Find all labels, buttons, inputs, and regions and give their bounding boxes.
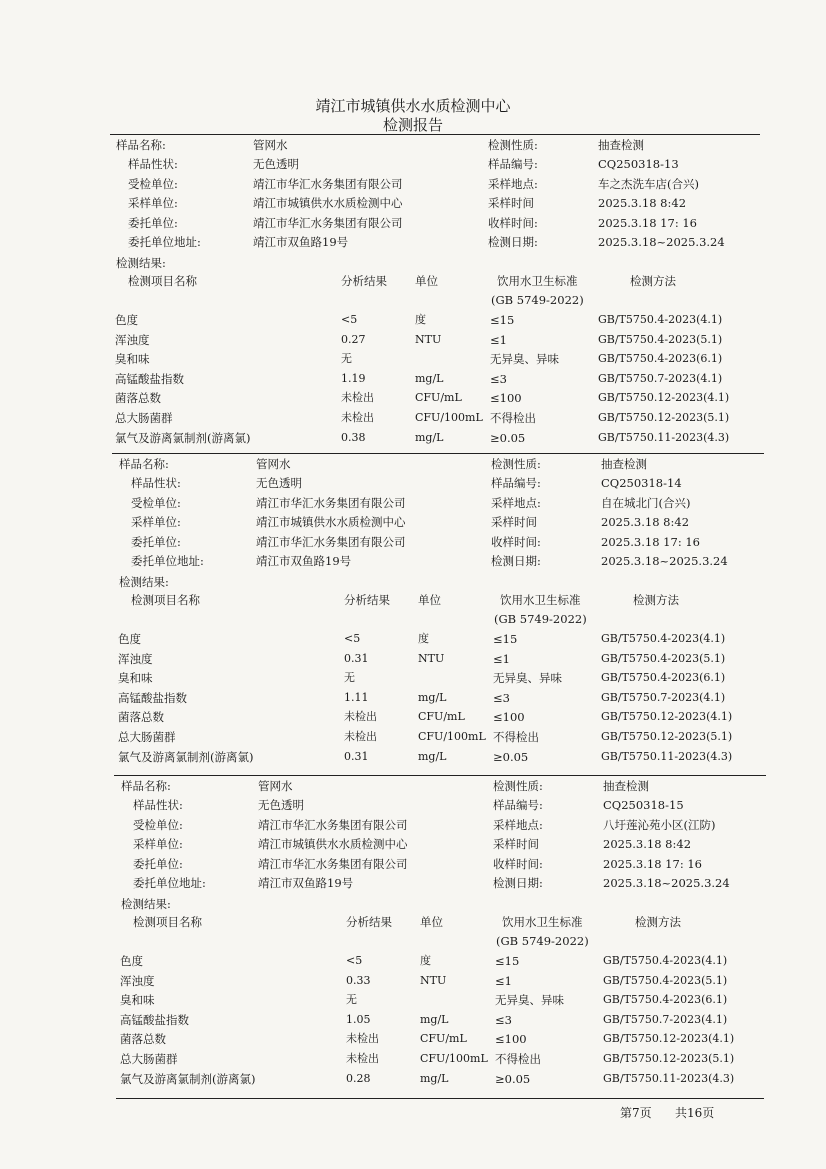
- result-cell-method: GB/T5750.7-2023(4.1): [598, 371, 723, 385]
- result-cell-unit: mg/L: [415, 430, 444, 444]
- result-cell-method: GB/T5750.4-2023(4.1): [603, 954, 728, 967]
- field-value-test-type: 抽查检测: [601, 457, 647, 471]
- result-cell-unit: mg/L: [418, 690, 447, 704]
- result-cell-unit: CFU/100mL: [420, 1052, 488, 1065]
- result-cell-result: 无: [344, 671, 355, 685]
- report-org-title: 靖江市城镇供水水质检测中心: [315, 97, 511, 115]
- result-cell-item: 氯气及游离氯制剂(游离氯): [120, 1071, 256, 1086]
- result-cell-item: 色度: [118, 632, 141, 646]
- field-value-client-address: 靖江市双鱼路19号: [256, 554, 352, 568]
- result-cell-method: GB/T5750.4-2023(4.1): [598, 313, 723, 326]
- field-value-inspected-unit: 靖江市华汇水务集团有限公司: [253, 176, 403, 191]
- field-value-sample-name: 管网水: [258, 779, 293, 793]
- result-cell-std: 无异臭、异味: [495, 993, 564, 1008]
- field-value-client-address: 靖江市双鱼路19号: [253, 235, 349, 249]
- field-value-sample-no: CQ250318-14: [601, 476, 682, 491]
- result-cell-std: ≤3: [490, 371, 507, 386]
- field-label-client-unit: 委托单位:: [128, 215, 178, 230]
- result-cell-result: 未检出: [346, 1052, 379, 1065]
- result-cell-result: 未检出: [341, 391, 374, 405]
- field-value-sampling-unit: 靖江市城镇供水水质检测中心: [258, 837, 408, 852]
- field-label-sample-name: 样品名称:: [116, 138, 166, 152]
- field-label-sampling-site: 采样地点:: [493, 817, 543, 832]
- field-value-sampling-time: 2025.3.18 8:42: [598, 196, 687, 211]
- result-cell-method: GB/T5750.7-2023(4.1): [603, 1012, 728, 1026]
- result-cell-item: 高锰酸盐指数: [115, 371, 184, 386]
- result-cell-item: 臭和味: [118, 671, 153, 686]
- field-value-inspected-unit: 靖江市华汇水务集团有限公司: [256, 495, 406, 510]
- result-cell-result: <5: [346, 954, 363, 967]
- field-value-sampling-time: 2025.3.18 8:42: [601, 515, 690, 530]
- result-cell-std: ≤100: [495, 1032, 527, 1047]
- result-cell-method: GB/T5750.12-2023(4.1): [601, 710, 733, 724]
- field-value-test-date: 2025.3.18~2025.3.24: [598, 235, 725, 249]
- result-cell-method: GB/T5750.4-2023(5.1): [601, 651, 726, 665]
- field-value-sampling-unit: 靖江市城镇供水水质检测中心: [253, 196, 403, 211]
- field-value-sample-nature: 无色透明: [256, 476, 302, 491]
- result-cell-result: 未检出: [341, 411, 374, 424]
- result-cell-item: 菌落总数: [115, 391, 161, 406]
- result-cell-std: ≤15: [490, 313, 515, 327]
- result-cell-result: 无: [341, 352, 352, 366]
- result-cell-unit: CFU/100mL: [415, 411, 483, 424]
- field-label-sampling-time: 采样时间: [488, 196, 534, 211]
- field-label-sample-nature: 样品性状:: [133, 798, 183, 813]
- result-cell-unit: 度: [415, 313, 426, 326]
- result-cell-result: 未检出: [344, 730, 377, 743]
- result-cell-std: ≥0.05: [495, 1071, 531, 1086]
- result-cell-unit: NTU: [415, 332, 442, 346]
- result-cell-method: GB/T5750.12-2023(5.1): [601, 730, 733, 743]
- field-value-client-unit: 靖江市华汇水务集团有限公司: [253, 215, 403, 230]
- result-cell-method: GB/T5750.4-2023(5.1): [598, 332, 723, 346]
- field-value-sample-no: CQ250318-15: [603, 798, 684, 813]
- result-cell-std: 不得检出: [493, 730, 539, 744]
- field-label-test-date: 检测日期:: [488, 235, 538, 249]
- field-value-client-unit: 靖江市华汇水务集团有限公司: [258, 856, 408, 871]
- field-label-client-unit: 委托单位:: [133, 856, 183, 871]
- field-label-receive-time: 收样时间:: [493, 856, 543, 871]
- result-cell-std: ≤100: [493, 710, 525, 725]
- result-cell-std: ≥0.05: [490, 430, 526, 445]
- result-cell-item: 高锰酸盐指数: [118, 690, 187, 705]
- column-header-result: 分析结果: [344, 593, 390, 607]
- result-cell-std: ≤15: [493, 632, 518, 646]
- field-label-test-date: 检测日期:: [493, 876, 543, 890]
- field-label-receive-time: 收样时间:: [491, 534, 541, 549]
- result-cell-method: GB/T5750.4-2023(5.1): [603, 973, 728, 987]
- result-cell-result: 未检出: [346, 1032, 379, 1046]
- field-label-sampling-time: 采样时间: [493, 837, 539, 852]
- result-cell-std: ≤1: [490, 332, 507, 347]
- result-cell-method: GB/T5750.11-2023(4.3): [598, 430, 730, 444]
- page-total: 共16页: [675, 1106, 715, 1120]
- result-cell-std: 不得检出: [490, 411, 536, 425]
- field-label-sample-no: 样品编号:: [493, 798, 543, 813]
- result-cell-item: 色度: [115, 313, 138, 327]
- column-header-standard: 饮用水卫生标准: [502, 915, 583, 929]
- field-value-receive-time: 2025.3.18 17: 16: [598, 215, 697, 230]
- result-cell-unit: NTU: [418, 651, 445, 665]
- field-label-sample-name: 样品名称:: [121, 779, 171, 793]
- result-cell-std: ≤3: [493, 690, 510, 705]
- result-cell-unit: CFU/mL: [418, 710, 465, 724]
- result-cell-std: ≥0.05: [493, 749, 529, 764]
- result-cell-item: 浑浊度: [118, 651, 153, 666]
- report-doc-title: 检测报告: [382, 116, 443, 134]
- column-header-unit: 单位: [415, 274, 438, 288]
- result-cell-method: GB/T5750.4-2023(6.1): [603, 993, 728, 1007]
- column-header-result: 分析结果: [346, 915, 392, 929]
- result-cell-std: ≤15: [495, 954, 520, 968]
- result-cell-method: GB/T5750.12-2023(5.1): [603, 1052, 735, 1065]
- field-label-sample-nature: 样品性状:: [131, 476, 181, 491]
- field-label-sampling-unit: 采样单位:: [128, 196, 178, 211]
- column-header-method: 检测方法: [633, 593, 679, 607]
- result-cell-result: 0.33: [346, 973, 371, 987]
- field-label-client-address: 委托单位地址:: [133, 876, 206, 890]
- field-value-sample-nature: 无色透明: [253, 157, 299, 172]
- field-value-sample-name: 管网水: [256, 457, 291, 471]
- field-value-sample-nature: 无色透明: [258, 798, 304, 813]
- result-cell-method: GB/T5750.11-2023(4.3): [601, 749, 733, 763]
- result-cell-std: 无异臭、异味: [493, 671, 562, 686]
- field-value-sample-no: CQ250318-13: [598, 157, 679, 172]
- column-header-standard-ref: (GB 5749-2022): [494, 612, 587, 626]
- field-label-client-unit: 委托单位:: [131, 534, 181, 549]
- result-cell-unit: CFU/100mL: [418, 730, 486, 743]
- result-cell-std: 不得检出: [495, 1052, 541, 1066]
- result-cell-unit: 度: [418, 632, 429, 645]
- result-cell-result: 0.38: [341, 430, 366, 444]
- result-cell-item: 臭和味: [120, 993, 155, 1008]
- result-cell-item: 高锰酸盐指数: [120, 1012, 189, 1027]
- field-label-receive-time: 收样时间:: [488, 215, 538, 230]
- column-header-unit: 单位: [420, 915, 443, 929]
- result-cell-std: ≤100: [490, 391, 522, 406]
- field-label-sampling-site: 采样地点:: [491, 495, 541, 510]
- footer-divider: [116, 1098, 764, 1099]
- field-label-test-date: 检测日期:: [491, 554, 541, 568]
- field-value-inspected-unit: 靖江市华汇水务集团有限公司: [258, 817, 408, 832]
- column-header-item: 检测项目名称: [128, 274, 197, 288]
- field-value-sampling-unit: 靖江市城镇供水水质检测中心: [256, 515, 406, 530]
- results-heading: 检测结果:: [121, 897, 171, 911]
- column-header-method: 检测方法: [635, 915, 681, 929]
- result-cell-item: 浑浊度: [120, 973, 155, 988]
- field-label-sample-no: 样品编号:: [491, 476, 541, 491]
- result-cell-result: 未检出: [344, 710, 377, 724]
- column-header-unit: 单位: [418, 593, 441, 607]
- field-label-sampling-time: 采样时间: [491, 515, 537, 530]
- result-cell-result: 0.27: [341, 332, 366, 346]
- field-value-sampling-site: 车之杰洗车店(合兴): [598, 176, 699, 191]
- result-cell-item: 氯气及游离氯制剂(游离氯): [115, 430, 251, 445]
- field-value-test-date: 2025.3.18~2025.3.24: [603, 876, 730, 890]
- result-cell-method: GB/T5750.12-2023(4.1): [603, 1032, 735, 1046]
- field-value-sample-name: 管网水: [253, 138, 288, 152]
- field-label-sampling-unit: 采样单位:: [131, 515, 181, 530]
- result-cell-item: 菌落总数: [120, 1032, 166, 1047]
- result-cell-result: 无: [346, 993, 357, 1007]
- result-cell-item: 总大肠菌群: [118, 730, 176, 744]
- field-value-test-date: 2025.3.18~2025.3.24: [601, 554, 728, 568]
- result-cell-item: 浑浊度: [115, 332, 150, 347]
- column-header-standard-ref: (GB 5749-2022): [496, 934, 589, 948]
- field-label-test-type: 检测性质:: [491, 457, 541, 471]
- result-cell-method: GB/T5750.7-2023(4.1): [601, 690, 726, 704]
- result-cell-unit: mg/L: [415, 371, 444, 385]
- result-cell-method: GB/T5750.4-2023(6.1): [601, 671, 726, 685]
- results-heading: 检测结果:: [119, 575, 169, 589]
- result-cell-item: 臭和味: [115, 352, 150, 367]
- field-label-sample-nature: 样品性状:: [128, 157, 178, 172]
- section-divider: [114, 775, 766, 776]
- page-number: 第7页: [620, 1106, 652, 1120]
- field-value-sampling-site: 自在城北门(合兴): [601, 495, 691, 510]
- result-cell-unit: 度: [420, 954, 431, 967]
- result-cell-method: GB/T5750.12-2023(5.1): [598, 411, 730, 424]
- field-label-client-address: 委托单位地址:: [131, 554, 204, 568]
- column-header-standard-ref: (GB 5749-2022): [491, 293, 584, 307]
- field-value-test-type: 抽查检测: [603, 779, 649, 793]
- result-cell-method: GB/T5750.4-2023(6.1): [598, 352, 723, 366]
- result-cell-item: 总大肠菌群: [115, 411, 173, 425]
- result-cell-item: 色度: [120, 954, 143, 968]
- result-cell-result: 0.31: [344, 651, 369, 665]
- section-divider: [112, 453, 764, 454]
- section-divider: [110, 134, 760, 135]
- result-cell-result: 1.19: [341, 371, 366, 385]
- field-label-sampling-site: 采样地点:: [488, 176, 538, 191]
- result-cell-std: ≤1: [493, 651, 510, 666]
- field-label-sampling-unit: 采样单位:: [133, 837, 183, 852]
- result-cell-unit: mg/L: [420, 1012, 449, 1026]
- field-label-client-address: 委托单位地址:: [128, 235, 201, 249]
- field-value-client-unit: 靖江市华汇水务集团有限公司: [256, 534, 406, 549]
- result-cell-unit: mg/L: [418, 749, 447, 763]
- result-cell-result: 1.11: [344, 690, 369, 704]
- results-heading: 检测结果:: [116, 256, 166, 270]
- result-cell-item: 菌落总数: [118, 710, 164, 725]
- field-value-sampling-site: 八圩莲沁苑小区(江防): [603, 817, 716, 832]
- field-label-sample-no: 样品编号:: [488, 157, 538, 172]
- field-label-inspected-unit: 受检单位:: [128, 176, 178, 191]
- result-cell-method: GB/T5750.12-2023(4.1): [598, 391, 730, 405]
- field-value-receive-time: 2025.3.18 17: 16: [603, 856, 702, 871]
- result-cell-result: <5: [344, 632, 361, 645]
- result-cell-std: 无异臭、异味: [490, 352, 559, 367]
- field-value-client-address: 靖江市双鱼路19号: [258, 876, 354, 890]
- column-header-item: 检测项目名称: [133, 915, 202, 929]
- field-label-inspected-unit: 受检单位:: [133, 817, 183, 832]
- result-cell-result: 0.28: [346, 1071, 371, 1085]
- result-cell-std: ≤3: [495, 1012, 512, 1027]
- result-cell-item: 氯气及游离氯制剂(游离氯): [118, 749, 254, 764]
- result-cell-std: ≤1: [495, 973, 512, 988]
- column-header-standard: 饮用水卫生标准: [500, 593, 581, 607]
- result-cell-result: 1.05: [346, 1012, 371, 1026]
- result-cell-unit: CFU/mL: [415, 391, 462, 405]
- result-cell-unit: mg/L: [420, 1071, 449, 1085]
- column-header-result: 分析结果: [341, 274, 387, 288]
- field-label-sample-name: 样品名称:: [119, 457, 169, 471]
- result-cell-method: GB/T5750.4-2023(4.1): [601, 632, 726, 645]
- field-value-sampling-time: 2025.3.18 8:42: [603, 837, 692, 852]
- result-cell-unit: CFU/mL: [420, 1032, 467, 1046]
- field-value-receive-time: 2025.3.18 17: 16: [601, 534, 700, 549]
- column-header-item: 检测项目名称: [131, 593, 200, 607]
- column-header-standard: 饮用水卫生标准: [497, 274, 578, 288]
- result-cell-unit: NTU: [420, 973, 447, 987]
- result-cell-method: GB/T5750.11-2023(4.3): [603, 1071, 735, 1085]
- field-label-test-type: 检测性质:: [493, 779, 543, 793]
- field-label-test-type: 检测性质:: [488, 138, 538, 152]
- result-cell-result: <5: [341, 313, 358, 326]
- column-header-method: 检测方法: [630, 274, 676, 288]
- result-cell-result: 0.31: [344, 749, 369, 763]
- field-label-inspected-unit: 受检单位:: [131, 495, 181, 510]
- result-cell-item: 总大肠菌群: [120, 1052, 178, 1066]
- field-value-test-type: 抽查检测: [598, 138, 644, 152]
